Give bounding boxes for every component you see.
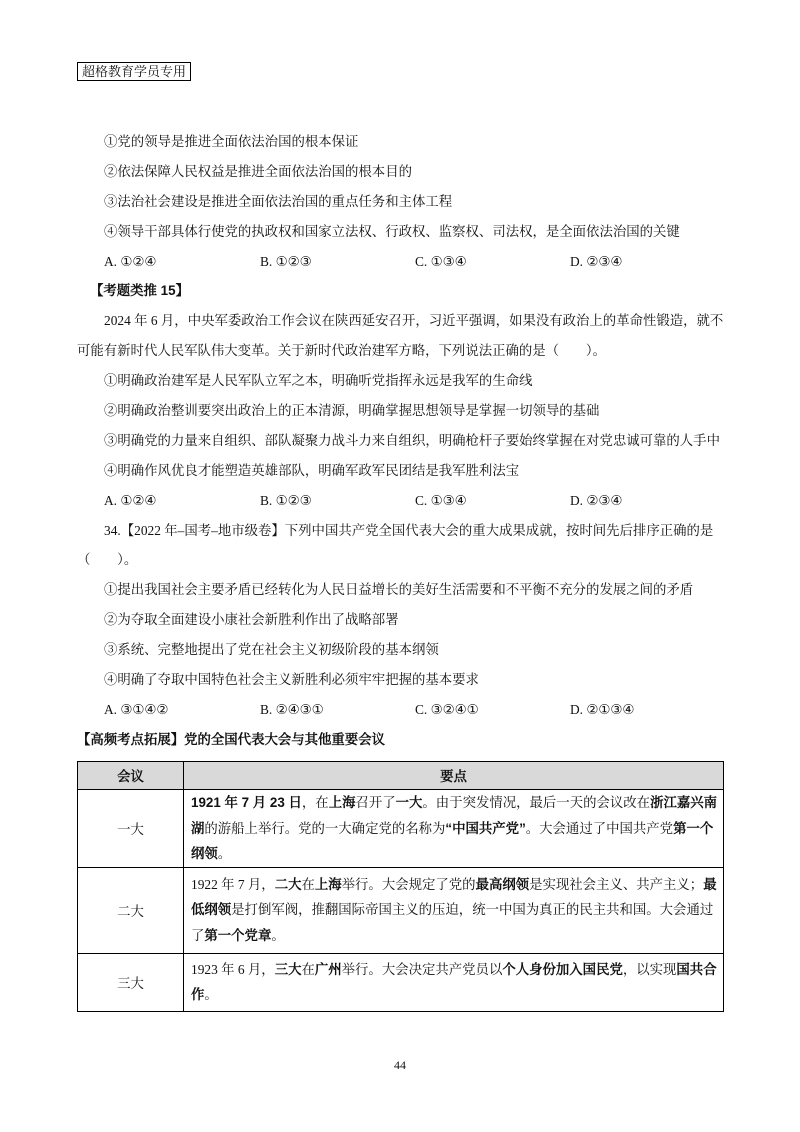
points-cell: [184, 790, 724, 868]
text-run: 。由于突发情况，最后一天的会议改在: [422, 795, 651, 810]
table-row: [78, 867, 724, 953]
text-emphasis: “中国共产党”: [445, 820, 526, 836]
text-emphasis: 一大: [395, 795, 423, 810]
column-header-meeting: 会议: [78, 762, 184, 790]
option-c: C. ①③④: [415, 492, 467, 508]
text-run: ，以实现: [622, 961, 677, 977]
option-d: D. ②①③④: [570, 701, 635, 717]
text-emphasis: 第一个纲领: [191, 820, 714, 861]
statement: ④明确作风优良才能塑造英雄部队，明确军政军民团结是我军胜利法宝: [104, 462, 520, 478]
statement: ③明确党的力量来自组织、部队凝聚力战斗力来自组织，明确枪杆子要始终掌握在对党忠诚可靠的人手中: [104, 432, 720, 448]
text-emphasis: 上海: [314, 876, 342, 892]
meeting-cell: 三大: [78, 953, 184, 1011]
statement: ④明确了夺取中国特色社会主义新胜利必须牢牢把握的基本要求: [104, 672, 479, 688]
options-row: [77, 486, 723, 516]
statement: ④领导干部具体行使党的执政权和国家立法权、行政权、监察权、司法权，是全面依法治国的关键: [104, 223, 680, 239]
page-content: [77, 127, 723, 755]
text-emphasis: 最低纲领: [191, 876, 717, 918]
text-run: 举行。大会规定了党的: [341, 876, 476, 892]
question-stem: （ ）。: [77, 552, 138, 568]
text-emphasis: 广州: [314, 961, 342, 977]
text-emphasis: 最高纲领: [475, 876, 530, 892]
text-emphasis: 三大: [274, 961, 302, 977]
table-row: [78, 790, 724, 868]
text-run: 举行。大会决定共产党员以: [341, 961, 503, 977]
column-header-points: 要点: [184, 762, 724, 790]
page-number: 44: [394, 1058, 406, 1072]
text-run: 。: [217, 846, 232, 861]
option-b: B. ②④③①: [260, 701, 324, 717]
meeting-cell: 二大: [78, 867, 184, 953]
text-run: 召开了: [355, 795, 396, 810]
text-emphasis: 二大: [274, 876, 302, 892]
congress-table: [77, 761, 724, 1012]
table-row: [78, 953, 724, 1011]
text-emphasis: 国共合作: [191, 961, 717, 1002]
statement: ①明确政治建军是人民军队立军之本，明确听党指挥永远是我军的生命线: [104, 373, 533, 389]
option-b: B. ①②③: [260, 253, 312, 269]
table-header-row: [78, 762, 724, 790]
question-stem: 2024 年 6 月，中央军委政治工作会议在陕西延安召开，习近平强调，如果没有政治上的革命性锻造，就不: [104, 313, 724, 329]
points-cell: [184, 953, 724, 1011]
header-tag: 超格教育学员专用: [77, 62, 191, 81]
options-row: [77, 247, 723, 277]
question-stem: 可能有新时代人民军队伟大变革。关于新时代政治建军方略，下列说法正确的是（ ）。: [77, 343, 606, 359]
points-cell: [184, 867, 724, 953]
text-run: 在: [301, 876, 315, 892]
text-emphasis: 上海: [328, 795, 356, 810]
text-run: 1922 年 7 月，: [191, 876, 275, 892]
text-run: 。大会通过了中国共产党: [525, 820, 674, 836]
statement: ①党的领导是推进全面依法治国的根本保证: [104, 134, 359, 149]
text-run: 。: [204, 987, 218, 1002]
text-run: ，在: [301, 795, 329, 810]
section-heading: 【高频考点拓展】党的全国代表大会与其他重要会议: [77, 731, 385, 747]
text-run: 1923 年 6 月，: [191, 961, 275, 977]
question-stem: 34.【2022 年–国考–地市级卷】下列中国共产党全国代表大会的重大成果成就，按时间先后排序正确的是: [104, 522, 714, 538]
text-emphasis: 浙江嘉兴南湖: [191, 795, 718, 836]
option-c: C. ①③④: [415, 253, 467, 269]
option-a: A. ③①④②: [104, 701, 169, 717]
option-d: D. ②③④: [570, 492, 623, 508]
text-emphasis: 第一个党章: [204, 927, 272, 943]
option-c: C. ③②④①: [415, 701, 479, 717]
option-a: A. ①②④: [104, 492, 157, 508]
meeting-cell: 一大: [78, 790, 184, 868]
statement: ①提出我国社会主要矛盾已经转化为人民日益增长的美好生活需要和不平衡不充分的发展之间的矛盾: [104, 582, 694, 598]
text-run: 是打倒军阀，推翻国际帝国主义的压迫，统一中国为真正的民主共和国。大会通过了: [191, 902, 714, 943]
text-emphasis: 1921 年 7 月 23 日: [191, 795, 302, 810]
statement: ②明确政治整训要突出政治上的正本清源，明确掌握思想领导是掌握一切领导的基础: [104, 403, 600, 419]
statement: ③系统、完整地提出了党在社会主义初级阶段的基本纲领: [104, 642, 439, 658]
statement: ②依法保障人民权益是推进全面依法治国的根本目的: [104, 163, 412, 179]
option-a: A. ①②④: [104, 253, 157, 269]
text-emphasis: 个人身份加入国民党: [502, 961, 623, 977]
text-run: 是实现社会主义、共产主义；: [529, 876, 704, 892]
statement: ③法治社会建设是推进全面依法治国的重点任务和主体工程: [104, 193, 453, 209]
text-run: 在: [301, 961, 315, 977]
statement: ②为夺取全面建设小康社会新胜利作出了战略部署: [104, 612, 399, 628]
text-run: 。: [271, 927, 285, 943]
section-label: 【考题类推 15】: [90, 283, 189, 299]
option-b: B. ①②③: [260, 492, 312, 508]
option-d: D. ②③④: [570, 253, 623, 269]
options-row: [77, 695, 723, 725]
text-run: 的游船上举行。党的一大确定党的名称为: [204, 820, 446, 836]
